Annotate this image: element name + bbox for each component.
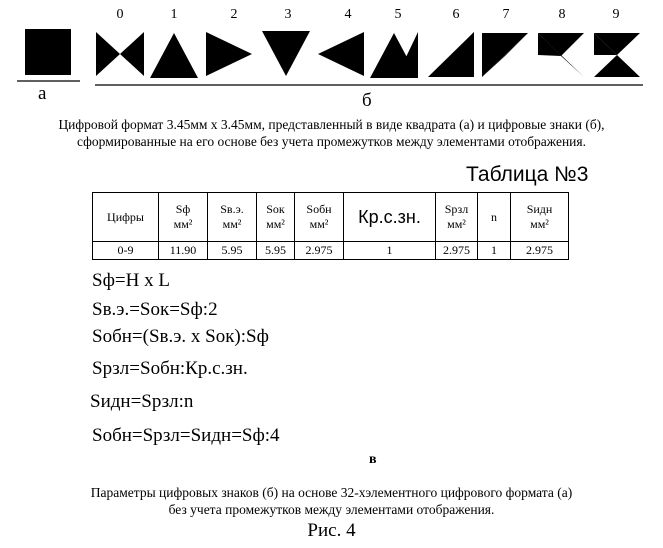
table-title: Таблица №3: [466, 163, 589, 186]
formula-1: Sф=H x L: [92, 270, 170, 291]
cell-sok: 5.95: [257, 242, 295, 260]
label-v: в: [369, 452, 377, 467]
header-sobn: Sобн мм²: [295, 193, 344, 242]
digit-5-glyph: [370, 32, 418, 78]
digit-1-glyph: [150, 33, 198, 78]
table-row: [93, 242, 569, 260]
digit-label-1: 1: [170, 7, 178, 22]
caption-bottom-line1: Параметры цифровых знаков (б) на основе 32-хэлементного цифрового формата (а): [90, 485, 573, 500]
caption-top: [0, 116, 663, 150]
digit-label-0: 0: [116, 7, 124, 22]
digit-label-5: 5: [394, 7, 402, 22]
header-sidn: Sидн мм²: [511, 193, 569, 242]
digit-label-9: 9: [612, 7, 620, 22]
digit-3-glyph: [262, 31, 310, 76]
header-srzl: Sрзл мм²: [436, 193, 478, 242]
digit-0-glyph: [96, 32, 144, 76]
digit-2-glyph: [206, 32, 252, 76]
header-sve: Sв.э. мм²: [208, 193, 257, 242]
digit-9-glyph: [594, 33, 640, 77]
formula-5: Sидн=Sрзл:n: [90, 391, 194, 412]
header-kr: Кр.с.зн.: [344, 193, 436, 242]
square-format: [25, 29, 71, 75]
figure-title: Рис. 4: [307, 520, 356, 541]
label-b: б: [362, 90, 372, 111]
caption-bottom-line2: без учета промежутков между элементами отображения.: [168, 502, 495, 517]
header-sf: Sф мм²: [159, 193, 208, 242]
cell-kr: 1: [344, 242, 436, 260]
formula-4: Sрзл=Sобн:Кр.с.зн.: [92, 358, 248, 379]
digit-label-8: 8: [558, 7, 566, 22]
digit-label-7: 7: [502, 7, 510, 22]
cell-sf: 11.90: [159, 242, 208, 260]
cell-n: 1: [478, 242, 511, 260]
caption-bottom: [0, 484, 663, 518]
formula-6: Sобн=Sрзл=Sидн=Sф:4: [92, 425, 280, 446]
params-table: [92, 192, 569, 260]
cell-sobn: 2.975: [295, 242, 344, 260]
digit-6-glyph: [428, 32, 474, 77]
caption-top-line1: Цифровой формат 3.45мм х 3.45мм, представленный в виде квадрата (а) и цифровые знаки (б),: [58, 117, 605, 132]
cell-srzl: 2.975: [436, 242, 478, 260]
label-a: а: [38, 83, 47, 104]
digit-4-glyph: [318, 32, 364, 76]
cell-sidn: 2.975: [511, 242, 569, 260]
caption-top-line2: сформированные на его основе без учета промежутков между элементами отображения.: [77, 134, 586, 149]
digit-glyphs: [0, 0, 663, 110]
cell-digits: 0-9: [93, 242, 159, 260]
header-n: n: [478, 193, 511, 242]
digit-label-2: 2: [230, 7, 238, 22]
cell-sve: 5.95: [208, 242, 257, 260]
header-sok: Sок мм²: [257, 193, 295, 242]
digit-label-4: 4: [344, 7, 352, 22]
formula-2: Sв.э.=Sок=Sф:2: [92, 299, 218, 320]
digit-8-glyph: [538, 33, 584, 77]
digit-label-3: 3: [284, 7, 292, 22]
digit-7-glyph: [482, 33, 528, 77]
formula-3: Sобн=(Sв.э. x Sок):Sф: [92, 326, 269, 347]
digit-label-6: 6: [452, 7, 460, 22]
table-header-row: [93, 193, 569, 242]
header-digits: Цифры: [93, 193, 159, 242]
